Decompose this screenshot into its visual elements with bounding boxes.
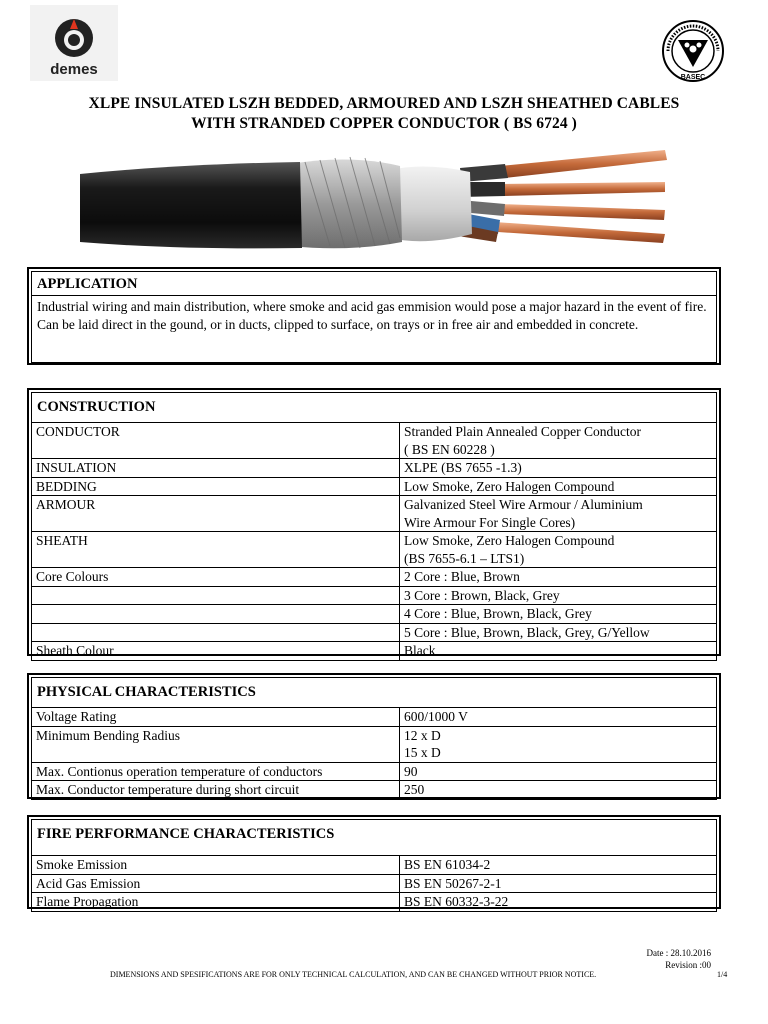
basec-text: BASEC xyxy=(680,74,706,81)
table-row xyxy=(32,642,716,660)
table-row xyxy=(32,893,716,911)
basec-certification-logo xyxy=(660,18,726,84)
application-section xyxy=(27,267,721,365)
row-value xyxy=(400,781,717,799)
brand-name: demes xyxy=(50,61,98,78)
row-value-line: Black xyxy=(404,643,436,658)
physical-table xyxy=(32,707,716,799)
document-title-line2: WITH STRANDED COPPER CONDUCTOR ( BS 6724 ) xyxy=(191,115,577,132)
fire-title: FIRE PERFORMANCE CHARACTERISTICS xyxy=(37,826,335,842)
cable-image xyxy=(80,142,680,252)
table-row xyxy=(32,568,716,587)
demes-logo xyxy=(30,5,118,81)
row-value xyxy=(400,477,717,496)
row-value-line: BS EN 60332-3-22 xyxy=(404,894,509,909)
row-value xyxy=(400,496,717,532)
table-row xyxy=(32,605,716,624)
row-value-line2: 15 x D xyxy=(404,745,441,760)
application-text: Industrial wiring and main distribution, where smoke and acid gas emmision would pose a major hazard in the event of fire. Can be laid direct in the gound, or in ducts, clipped to surface, on trays or in free air and embedded in concrete. xyxy=(37,299,707,332)
row-value-line: Low Smoke, Zero Halogen Compound xyxy=(404,478,615,494)
table-row xyxy=(32,459,716,478)
row-value-line2: ( BS EN 60228 ) xyxy=(404,441,495,457)
row-value xyxy=(400,874,717,893)
row-value-line: BS EN 50267-2-1 xyxy=(404,875,502,891)
row-label: Max. Conductor temperature during short circuit xyxy=(32,781,400,799)
fire-table xyxy=(32,855,716,911)
row-value xyxy=(400,856,717,875)
row-value-line: 2 Core : Blue, Brown xyxy=(404,569,520,584)
row-value xyxy=(400,762,717,781)
row-label: Flame Propagation xyxy=(32,893,400,911)
row-value xyxy=(400,568,717,587)
table-row xyxy=(32,586,716,605)
row-value-line: Low Smoke, Zero Halogen Compound xyxy=(404,533,615,548)
row-value-line: 600/1000 V xyxy=(404,709,468,724)
application-title: APPLICATION xyxy=(37,276,138,292)
row-label: Smoke Emission xyxy=(32,856,400,875)
disclaimer-note: DIMENSIONS AND SPESIFICATIONS ARE FOR ONLY TECHNICAL CALCULATION, AND CAN BE CHANGED WITHOUT PRIOR NOTICE. xyxy=(110,970,597,979)
row-label: Core Colours xyxy=(32,568,400,587)
row-value-line: BS EN 61034-2 xyxy=(404,857,491,872)
basec-seal-icon xyxy=(660,18,726,84)
demes-logo-mark xyxy=(30,5,118,81)
fire-section xyxy=(27,815,721,909)
row-value-line: 12 x D xyxy=(404,727,441,743)
row-value-line: Galvanized Steel Wire Armour / Aluminium xyxy=(404,497,643,512)
row-label: Minimum Bending Radius xyxy=(32,726,400,762)
cable-illustration xyxy=(80,142,680,252)
table-row xyxy=(32,423,716,459)
construction-section xyxy=(27,388,721,656)
physical-section xyxy=(27,673,721,799)
row-label: CONDUCTOR xyxy=(32,423,400,459)
table-row xyxy=(32,708,716,727)
row-value-line: 3 Core : Brown, Black, Grey xyxy=(404,587,560,603)
row-value xyxy=(400,893,717,911)
construction-table xyxy=(32,422,716,660)
physical-title: PHYSICAL CHARACTERISTICS xyxy=(37,684,256,700)
table-row xyxy=(32,781,716,799)
row-value-line: 90 xyxy=(404,763,418,779)
row-value xyxy=(400,605,717,624)
row-label: Acid Gas Emission xyxy=(32,874,400,893)
row-label: ARMOUR xyxy=(32,496,400,532)
row-label: Max. Contionus operation temperature of conductors xyxy=(32,762,400,781)
row-label xyxy=(32,605,400,624)
row-value xyxy=(400,623,717,642)
row-value xyxy=(400,726,717,762)
row-value-line: 5 Core : Blue, Brown, Black, Grey, G/Yellow xyxy=(404,624,650,640)
table-row xyxy=(32,726,716,762)
table-row xyxy=(32,856,716,875)
table-row xyxy=(32,623,716,642)
table-row xyxy=(32,762,716,781)
row-value-line2: (BS 7655-6.1 – LTS1) xyxy=(404,550,525,566)
row-value xyxy=(400,423,717,459)
row-value xyxy=(400,642,717,660)
row-value-line2: Wire Armour For Single Cores) xyxy=(404,514,576,530)
row-value-line: XLPE (BS 7655 -1.3) xyxy=(404,460,522,475)
row-label: INSULATION xyxy=(32,459,400,478)
row-label: Sheath Colour xyxy=(32,642,400,660)
table-row xyxy=(32,477,716,496)
row-label xyxy=(32,586,400,605)
row-label: BEDDING xyxy=(32,477,400,496)
row-value xyxy=(400,532,717,568)
row-value xyxy=(400,708,717,727)
table-row xyxy=(32,496,716,532)
page-number: 1/4 xyxy=(717,970,728,979)
row-label: SHEATH xyxy=(32,532,400,568)
date-text: Date : 28.10.2016 xyxy=(646,948,711,958)
row-value-line: Stranded Plain Annealed Copper Conductor xyxy=(404,424,641,439)
revision-info xyxy=(647,947,712,971)
document-title-line1: XLPE INSULATED LSZH BEDDED, ARMOURED AND LSZH SHEATHED CABLES xyxy=(88,95,680,112)
row-value-line: 4 Core : Blue, Brown, Black, Grey xyxy=(404,606,592,621)
row-label xyxy=(32,623,400,642)
table-row xyxy=(32,532,716,568)
construction-title: CONSTRUCTION xyxy=(37,399,156,415)
row-value-line: 250 xyxy=(404,782,425,797)
table-row xyxy=(32,874,716,893)
row-value xyxy=(400,459,717,478)
row-label: Voltage Rating xyxy=(32,708,400,727)
row-value xyxy=(400,586,717,605)
revision-text: Revision :00 xyxy=(665,960,711,970)
